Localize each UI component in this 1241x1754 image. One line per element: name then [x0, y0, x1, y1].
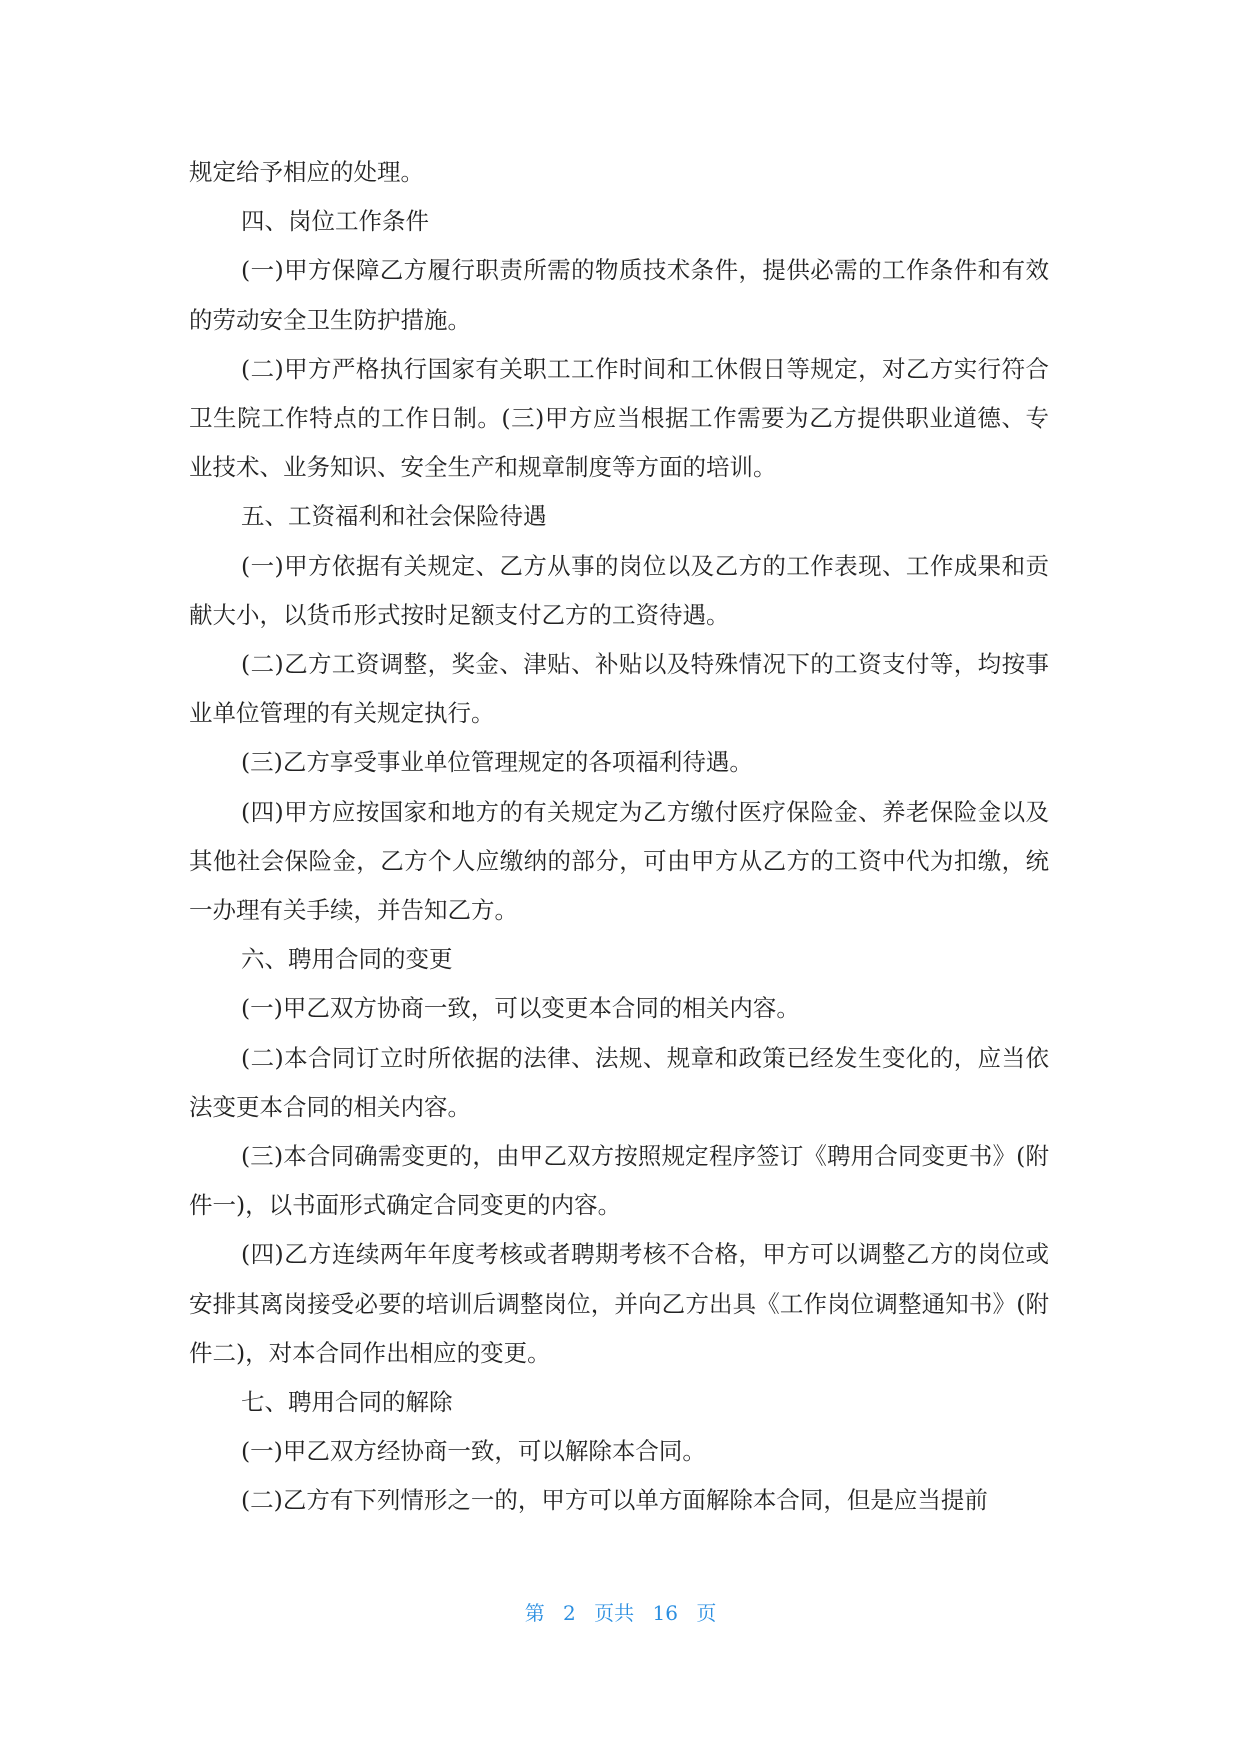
page-number-footer — [0, 1597, 1241, 1626]
paragraph-1: 规定给予相应的处理。 — [189, 158, 424, 186]
document-body — [189, 148, 1049, 1526]
paragraph-7: (二)乙方工资调整，奖金、津贴、补贴以及特殊情况下的工资支付等，均按事业单位管理的有关规定执行。 — [189, 650, 1049, 728]
section-heading-5: 五、工资福利和社会保险待遇 — [241, 502, 547, 531]
paragraph-3: (一)甲方保障乙方履行职责所需的物质技术条件，提供必需的工作条件和有效的劳动安全卫生防护措施。 — [189, 256, 1049, 334]
paragraph-11: (一)甲乙双方协商一致，可以变更本合同的相关内容。 — [241, 994, 800, 1023]
section-heading-7: 七、聘用合同的解除 — [241, 1388, 453, 1417]
total-pages-number: 16 — [652, 1601, 678, 1625]
paragraph-17: (二)乙方有下列情形之一的，甲方可以单方面解除本合同，但是应当提前 — [241, 1486, 988, 1515]
paragraph-13: (三)本合同确需变更的，由甲乙双方按照规定程序签订《聘用合同变更书》(附件一)，以书面形式确定合同变更的内容。 — [189, 1142, 1049, 1220]
paragraph-8: (三)乙方享受事业单位管理规定的各项福利待遇。 — [241, 748, 753, 777]
page-prefix: 第 — [524, 1601, 545, 1625]
page-middle-text: 页共 — [594, 1601, 635, 1625]
paragraph-4: (二)甲方严格执行国家有关职工工作时间和工休假日等规定，对乙方实行符合卫生院工作特点的工作日制。(三)甲方应当根据工作需要为乙方提供职业道德、专业技术、业务知识、安全生产和规章制度等方面的培训。 — [189, 354, 1049, 482]
paragraph-9: (四)甲方应按国家和地方的有关规定为乙方缴付医疗保险金、养老保险金以及其他社会保险金，乙方个人应缴纳的部分，可由甲方从乙方的工资中代为扣缴，统一办理有关手续，并告知乙方。 — [189, 797, 1049, 925]
current-page-number: 2 — [563, 1601, 576, 1625]
paragraph-12: (二)本合同订立时所依据的法律、法规、规章和政策已经发生变化的，应当依法变更本合同的相关内容。 — [189, 1043, 1049, 1121]
paragraph-16: (一)甲乙双方经协商一致，可以解除本合同。 — [241, 1437, 706, 1466]
paragraph-14: (四)乙方连续两年年度考核或者聘期考核不合格，甲方可以调整乙方的岗位或安排其离岗接受必要的培训后调整岗位，并向乙方出具《工作岗位调整通知书》(附件二)，对本合同作出相应的变更。 — [189, 1240, 1049, 1367]
page-suffix: 页 — [696, 1601, 717, 1625]
section-heading-6: 六、聘用合同的变更 — [241, 945, 453, 974]
paragraph-6: (一)甲方依据有关规定、乙方从事的岗位以及乙方的工作表现、工作成果和贡献大小，以货币形式按时足额支付乙方的工资待遇。 — [189, 551, 1049, 629]
section-heading-4: 四、岗位工作条件 — [241, 207, 429, 236]
